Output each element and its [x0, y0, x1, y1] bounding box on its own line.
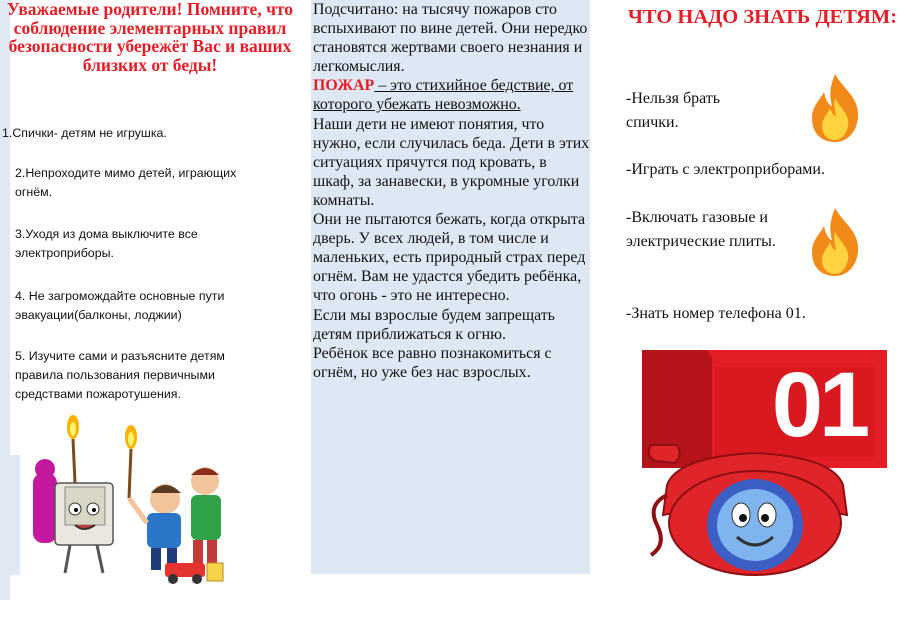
rule-stoves: -Включать газовые и электрические плиты. [626, 209, 776, 250]
rule-appliances: -Играть с электроприборами. [626, 161, 825, 178]
fear-paragraph: Они не пытаются бежать, когда открыта дверь. У всех людей, в том числе и маленьких, есть природный страх перед огнём. Вам не удастся убедить ребёнка, что огонь - это не интересно. [313, 211, 586, 305]
fire-definition [313, 76, 590, 114]
rule-phone-number: -Знать номер телефона 01. [626, 305, 806, 322]
rule-matches: -Нельзя брать спички. [626, 90, 721, 131]
fire-icon [806, 206, 864, 278]
tip-5: 5. Изучите сами и разъясните детям правила пользования первичными средствами пожаротушения. [15, 349, 225, 401]
kids-with-matches-illustration [25, 413, 225, 588]
conclusion-paragraph: Ребёнок все равно познакомиться с огнём, но уже без нас взрослых. [313, 344, 552, 381]
stats-paragraph: Подсчитано: на тысячу пожаров сто вспыхивают по вине детей. Они нередко становятся жертвами своего незнания и легкомыслия. [313, 1, 588, 76]
kids-heading: ЧТО НАДО ЗНАТЬ ДЕТЯМ: [627, 6, 898, 28]
children-behaviour-paragraph: Наши дети не имеют понятия, что нужно, если случилась беда. Дети в этих ситуациях прячутся под кровать, в шкаф, за занавески, в укромные уголки комнаты. [313, 115, 590, 209]
left-stripe-lower [0, 455, 20, 575]
fire-definition-text: – это стихийное бедствие, от которого убежать невозможно. [313, 77, 574, 114]
middle-text [313, 0, 590, 382]
phone-number-label: 01 [771, 354, 867, 456]
fire-icon [806, 72, 864, 144]
tip-3: 3.Уходя из дома выключите все электроприборы. [15, 227, 198, 260]
tip-1: 1.Спички- детям не игрушка. [2, 126, 167, 140]
tip-2: 2.Непроходите мимо детей, играющих огнём. [15, 166, 237, 199]
prohibition-paragraph: Если мы взрослые будем запрещать детям приближаться к огню. [313, 306, 555, 343]
parents-heading: Уважаемые родители! Помните, что соблюдение элементарных правил безопасности убережёт Вас и ваших близких от беды! [6, 0, 294, 75]
fire-word: ПОЖАР [313, 77, 375, 95]
tip-4: 4. Не загромождайте основные пути эвакуации(балконы, лоджии) [15, 289, 225, 322]
